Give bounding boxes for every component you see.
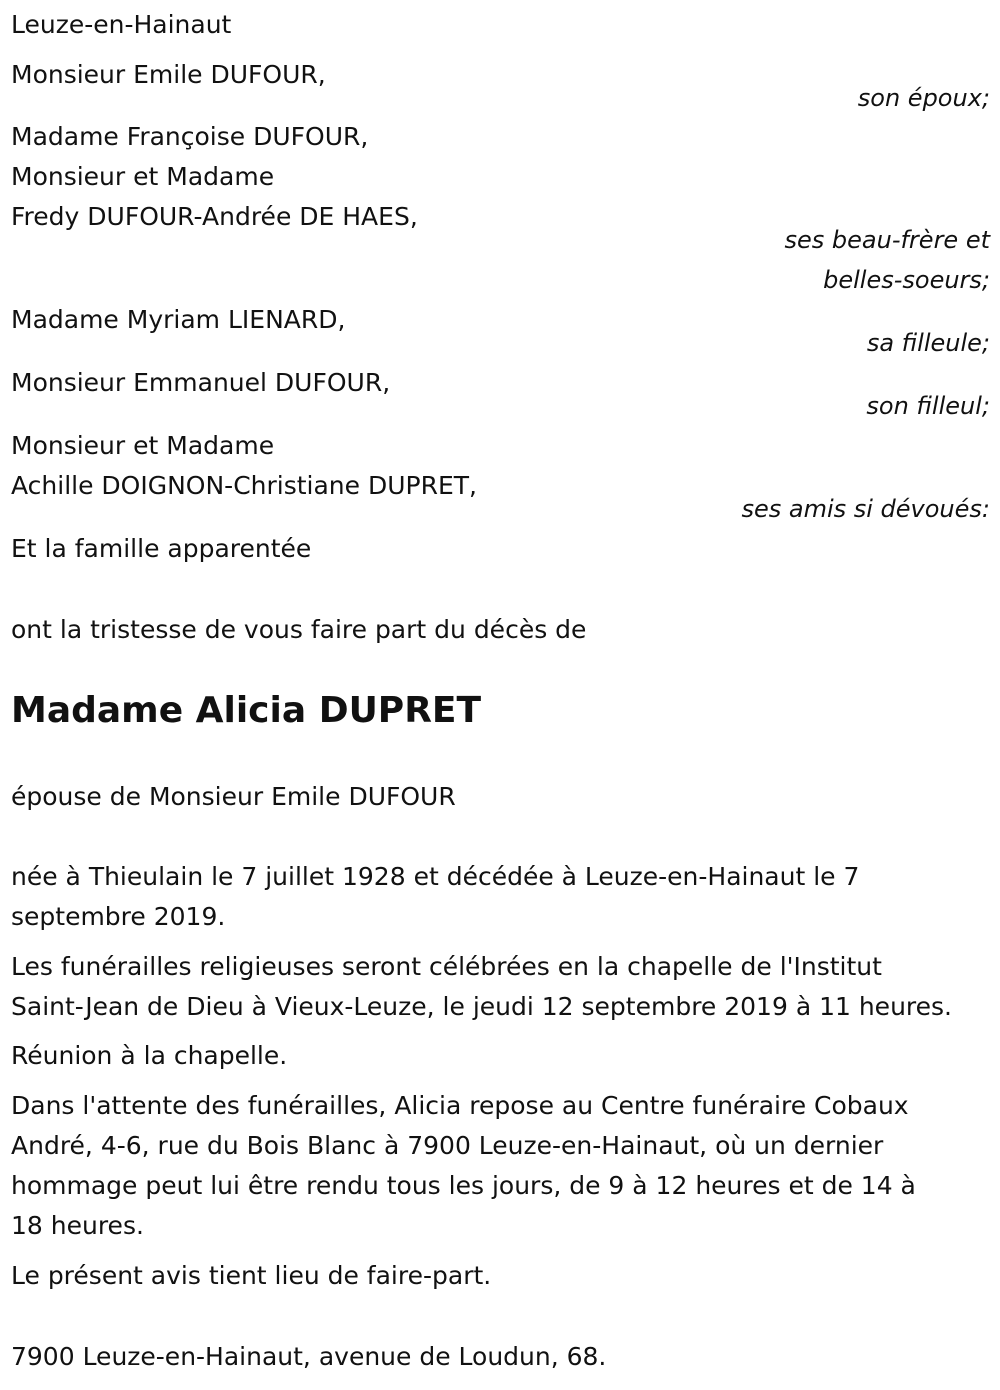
mourner-relation: ses beau-frère et: [784, 226, 990, 254]
visitation-line: hommage peut lui être rendu tous les jours, de 9 à 12 heures et de 14 à: [11, 1171, 916, 1200]
visitation-line: 18 heures.: [11, 1211, 144, 1240]
mourner-name-line: Fredy DUFOUR-Andrée DE HAES,: [11, 202, 418, 231]
mourner-relation: ses amis si dévoués:: [741, 495, 990, 523]
mourner-name-line: Madame Myriam LIENARD,: [11, 305, 346, 334]
address-line: 7900 Leuze-en-Hainaut, avenue de Loudun, 68.: [11, 1342, 607, 1371]
meeting-line: Réunion à la chapelle.: [11, 1041, 288, 1070]
announcement-line: ont la tristesse de vous faire part du décès de: [11, 615, 587, 644]
deceased-name: Madame Alicia DUPRET: [11, 690, 482, 731]
mourner-name-line: Monsieur et Madame: [11, 431, 275, 460]
header-location: Leuze-en-Hainaut: [11, 10, 232, 39]
mourner-relation: sa filleule;: [866, 329, 990, 357]
mourner-name-line: Monsieur et Madame: [11, 162, 275, 191]
funeral-line: Saint-Jean de Dieu à Vieux-Leuze, le jeudi 12 septembre 2019 à 11 heures.: [11, 992, 952, 1021]
mourner-relation: belles-soeurs;: [823, 266, 990, 294]
visitation-line: Dans l'attente des funérailles, Alicia repose au Centre funéraire Cobaux: [11, 1091, 909, 1120]
notice-line: Le présent avis tient lieu de faire-part.: [11, 1261, 492, 1290]
mourner-name-line: Monsieur Emmanuel DUFOUR,: [11, 368, 391, 397]
visitation-line: André, 4-6, rue du Bois Blanc à 7900 Leuze-en-Hainaut, où un dernier: [11, 1131, 884, 1160]
family-line: Et la famille apparentée: [11, 534, 312, 563]
spouse-line: épouse de Monsieur Emile DUFOUR: [11, 782, 456, 811]
mourner-name-line: Monsieur Emile DUFOUR,: [11, 60, 326, 89]
mourner-name-line: Achille DOIGNON-Christiane DUPRET,: [11, 471, 477, 500]
birth-death-line: née à Thieulain le 7 juillet 1928 et décédée à Leuze-en-Hainaut le 7: [11, 862, 860, 891]
birth-death-line: septembre 2019.: [11, 902, 226, 931]
funeral-line: Les funérailles religieuses seront célébrées en la chapelle de l'Institut: [11, 952, 882, 981]
mourner-name-line: Madame Françoise DUFOUR,: [11, 122, 369, 151]
mourner-relation: son époux;: [857, 84, 990, 112]
mourner-relation: son filleul;: [866, 392, 990, 420]
